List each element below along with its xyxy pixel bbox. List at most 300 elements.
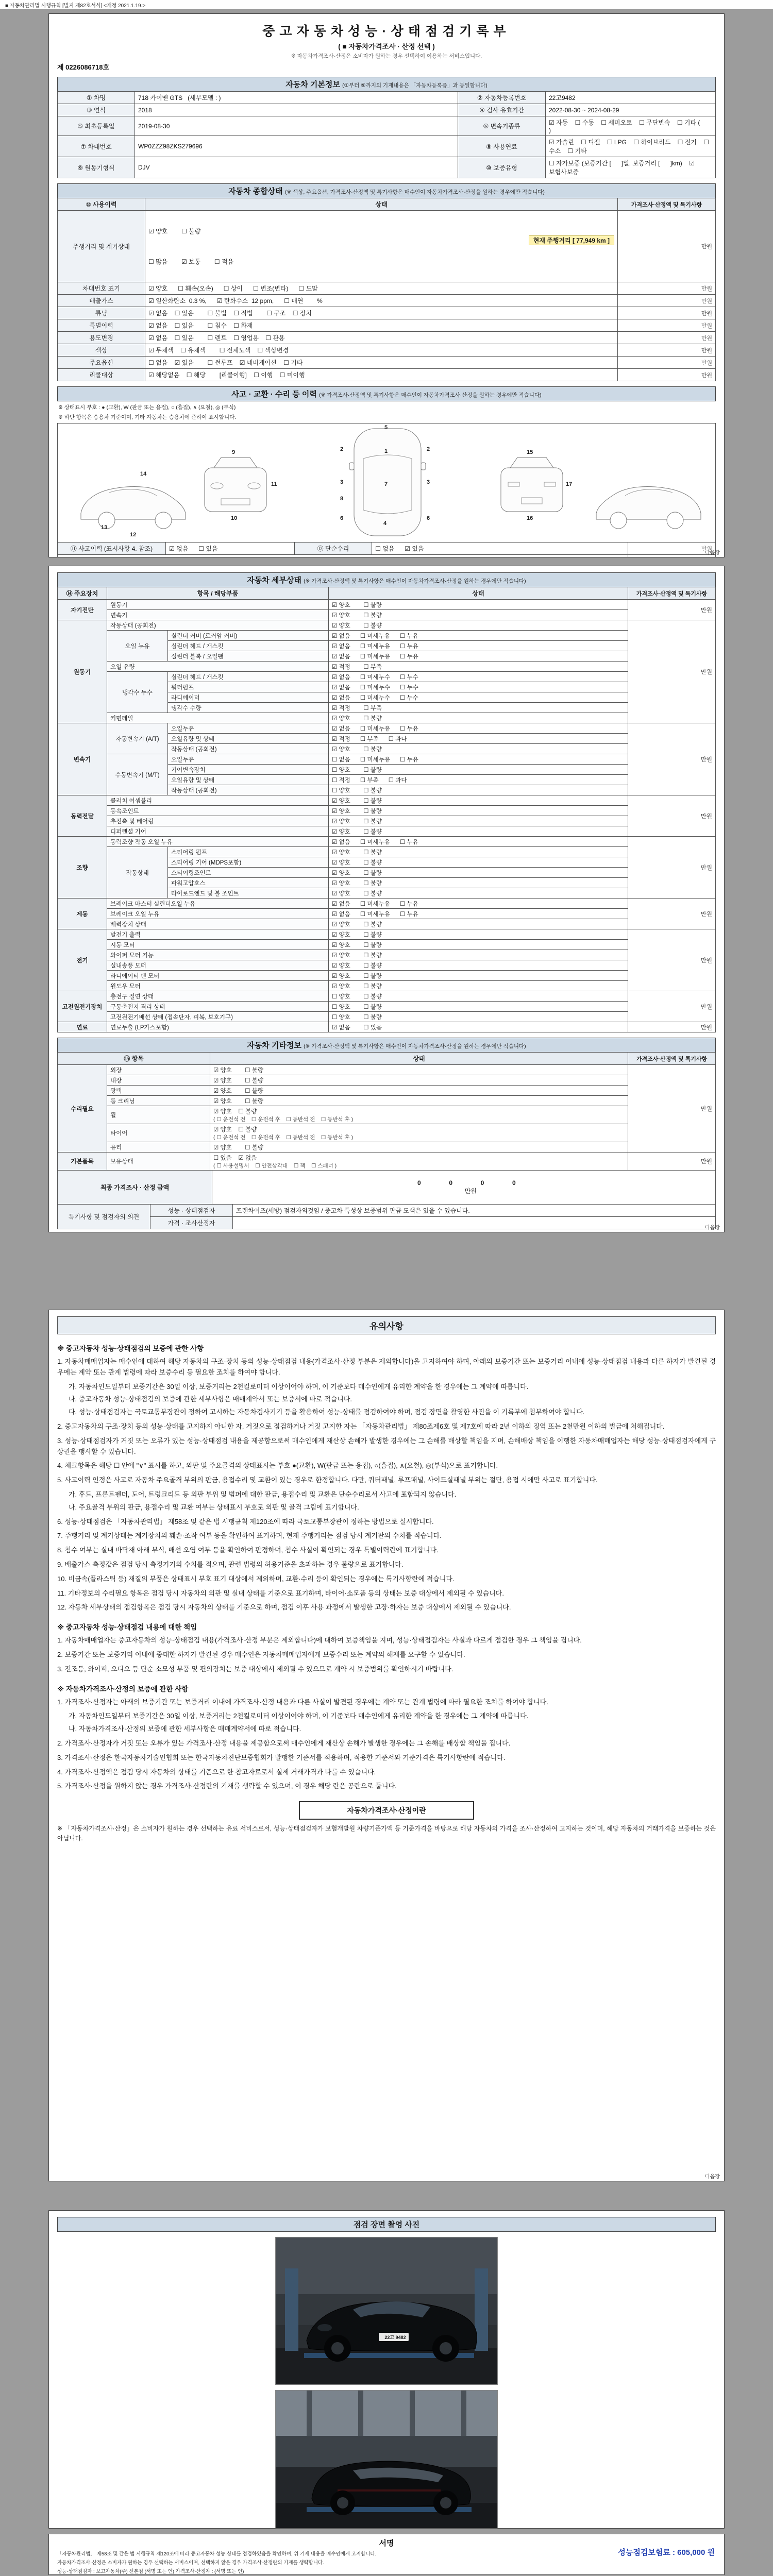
part-number: 4 [383,520,387,527]
status-cell[interactable]: ☐ 양호 ☐ 불량 [329,1012,628,1022]
notices-section-header: ※ 중고자동차 성능·상태점검 내용에 대한 책임 [57,1623,197,1632]
table-row [58,211,716,282]
item-label: 작동상태 (공회전) [168,785,329,795]
item-label: 스티어링 기어 (MDPS포함) [168,857,329,868]
status-cell[interactable]: ☑ 적정 ☐ 부족 [329,662,628,672]
item-label: 외장 [107,1065,210,1075]
device-category: 조향 [58,837,107,899]
section-detail-header [57,572,716,587]
price-cell: 만원 [628,1065,716,1153]
section-overall-note: (※ 색상, 주요옵션, 가격조사·산정액 및 특기사항은 매수인이 자동차가격조사·산정을 원하는 경우에만 적습니다) [284,189,545,195]
sheet-detail [48,566,725,1232]
status-cell[interactable]: ☑ 양호 ☐ 불량 [329,744,628,754]
table-row [58,1002,716,1012]
status-cell[interactable]: ☑ 양호 ☐ 불량 [329,826,628,837]
section-photos-header [57,2217,716,2232]
doc-title: 중고자동차성능·상태점검기록부 [262,24,511,39]
item-label: 실린더 헤드 / 개스킷 [168,672,329,682]
accident-flags-table [57,542,716,555]
table-row [58,919,716,929]
price-cell: 만원 [628,1022,716,1032]
status-cell[interactable]: ☐ 없음 ☑ 있음 ☐ 썬루프 ☑ 네비게이션 ☐ 기타 [145,357,618,369]
part-number: 2 [340,446,344,452]
status-cell[interactable]: ☑ 없음 ☐ 있음 [329,1022,628,1032]
notice-item: 12. 자동차 세부상태의 점검항목은 점검 당시 자동차의 상태를 기준으로 하며, 점검 이후 사용 과정에서 발생한 고장·하자는 보증 대상에서 제외될 수 있습니다. [57,1603,511,1612]
opinion-label: 특기사항 및 점검자의 의견 [58,1205,150,1229]
price-survey-info-button[interactable]: 자동차가격조사·산정이란 [299,1801,474,1820]
table-row [58,837,716,847]
device-category: 전기 [58,929,107,991]
legend-symbols: ※ 상태표시 부호 : ● (교환), W (판금 또는 용접), ○ (흠집), ∧ (요철), ◎ (부식) [58,404,236,411]
table-row [58,620,716,631]
field-label: ⑥ 변속기종류 [458,116,546,136]
price-cell [628,555,716,558]
table-row [58,662,716,672]
section-other-header [57,1038,716,1053]
part-number: 5 [384,425,388,431]
part-number: 12 [130,532,137,538]
inspector-role-label: 성능 · 상태점검자 [150,1205,233,1217]
status-cell[interactable]: ☑ 양호 ☐ 불량 [329,919,628,929]
table-row [58,1124,716,1142]
status-cell[interactable]: ☑ 양호 ☐ 불량 [329,878,628,888]
part-number: 7 [384,481,388,487]
row-label: 주요옵션 [58,357,145,369]
basic-info-table [57,91,716,178]
item-label: 변속기 [107,610,329,620]
notice-item: 1. 자동차매매업자는 중고자동차의 성능·상태점검 내용(가격조사·산정 부분은 제외합니다)에 대하여 보증책임을 지며, 성능·상태점검자는 사실과 다르게 점검한 경우 그 책임을 집니다. [57,1636,582,1645]
item-label: 냉각수 수량 [168,703,329,713]
table-row [58,909,716,919]
part-number: 2 [427,446,430,452]
status-cell[interactable]: ☑ 양호 ☐ 불량 [329,857,628,868]
notice-item: 3. 성능·상태점검자가 거짓 또는 오류가 있는 성능·상태점검 내용을 제공함으로써 매수인에게 재산상 손해가 발생한 경우에는 그 손해를 배상할 책임을 지며, 손해배상 책임을 이행한 자동차매매업자는 해당 성능·상태점검자에게 구상권을 행사할 수 있습니다. [57,1436,716,1455]
row-label: 특별이력 [58,319,145,332]
item-label: 타이어 [107,1124,210,1142]
item-label: 커먼레일 [107,713,329,723]
doc-title-note: ※ 자동차가격조사·산정은 소비자가 원하는 경우 선택하여 이용하는 서비스입니다. [291,53,482,59]
item-label: 보유상태 [107,1153,210,1171]
table-row [58,991,716,1002]
price-cell: 만원 [628,795,716,837]
price-cell: 만원 [618,211,716,282]
final-price-digits: 0 0 0 0 [417,1179,524,1187]
form-reference: ■ 자동차관리법 시행규칙 [별지 제82호서식] <개정 2021.1.19.> [5,3,146,9]
transmission-checkboxes[interactable]: ☑ 자동 ☐ 수동 ☐ 세미오토 ☐ 무단변속 ☐ 기타 ( ) [546,116,716,136]
table-row [58,1075,716,1086]
status-cell[interactable]: ☑ 없음 ☐ 있음 ☐ 침수 ☐ 화재 [145,319,618,332]
price-cell: 만원 [618,307,716,319]
signature-legal-line: 「자동차관리법」 제58조 및 같은 법 시행규칙 제120조에 따라 중고자동차 성능·상태를 점검하였음을 확인하며, 위 기재 내용을 매수인에게 고지합니다. [57,2551,377,2557]
status-cell[interactable]: ☑ 양호 ☐ 불량 [329,600,628,610]
price-cell: 만원 [618,319,716,332]
item-subcategory: 냉각수 누수 [107,672,168,713]
row-label: 차대번호 표기 [58,282,145,295]
notice-item: 10. 비금속(플라스틱 등) 재질의 부품은 상태표시 부호 표기 대상에서 제외하며, 교환·수리 등이 확인되는 경우에는 특기사항란에 적습니다. [57,1574,455,1583]
item-label: 오일유량 및 상태 [168,734,329,744]
table-row [58,754,716,765]
part-number: 6 [340,515,344,521]
section-accident-note: (※ 가격조사·산정액 및 특기사항은 매수인이 자동차가격조사·산정을 원하는 경우에만 적습니다) [319,392,542,398]
table-row [58,295,716,307]
final-price-label: 최종 가격조사 · 산정 금액 [58,1171,212,1205]
other-info-table [57,1052,716,1171]
status-cell[interactable]: ☑ 없음 ☐ 미세누유 ☐ 누유 [329,631,628,641]
table-row [58,282,716,295]
table-row [58,116,716,136]
signature-title: 서명 [379,2539,394,2548]
col-header: 상태 [329,587,628,600]
item-label: 스티어링조인트 [168,868,329,878]
table-row [58,104,716,116]
price-survey-info-text: ※ 「자동차가격조사·산정」은 소비자가 원하는 경우 선택하는 유료 서비스로서, 성능·상태점검자가 보험개발원 차량기준가액 등 기준가격을 바탕으로 해당 자동차의 가격을 조사·산정하여 고지하는 것이며, 해당 자동차의 거래가격을 보증하는 것은 아닙니다. [57,1825,716,1842]
col-header: ⑩ 사용이력 [58,198,145,211]
part-number: 3 [340,479,344,485]
status-cell[interactable]: ☑ 양호 ☐ 훼손(오손) ☐ 상이 ☐ 변조(변타) ☐ 도말 [145,282,618,295]
accident-parts-table [57,554,716,557]
status-cell[interactable]: ☑ 양호 ☐ 불량 [210,1142,628,1153]
status-cell[interactable]: ☐ 양호 ☐ 불량 [329,991,628,1002]
status-cell[interactable]: ☑ 양호 ☐ 불량 [329,929,628,940]
table-row [58,981,716,991]
final-price-value-cell [212,1171,716,1205]
status-cell[interactable]: ☑ 양호 ☐ 불량 [329,610,628,620]
legend-note: ※ 하단 항목은 승용차 기준이며, 기타 자동차는 승용차에 준하여 표시합니다. [58,414,237,420]
col-header: 가격조사·산정액 및 특기사항 [618,198,716,211]
table-row [58,600,716,610]
table-row [58,1106,716,1124]
notice-item: 4. 체크항목은 해당 ☐ 안에 "∨" 표시를 하고, 외판 및 주요골격의 상태표시는 부호 ●(교환), W(판금 또는 용접), ○(흠집), ∧(요철), ◎(부식)으로 표기합니다. [57,1462,498,1470]
final-price-table [57,1170,716,1205]
notice-item: 9. 배출가스 측정값은 점검 당시 측정기기의 수치를 적으며, 관련 법령의 허용기준을 초과하는 경우 불량으로 표기합니다. [57,1560,404,1568]
status-cell[interactable]: ☑ 일산화탄소 0.3 %, ☑ 탄화수소 12 ppm, ☐ 매연 % [145,295,618,307]
price-cell: 만원 [628,899,716,929]
status-cell[interactable]: ☑ 없음 ☐ 미세누유 ☐ 누유 [329,641,628,651]
part-number: 3 [427,479,430,485]
item-label: 작동상태 (공회전) [107,620,329,631]
col-header: 가격조사·산정액 및 특기사항 [628,1053,716,1065]
status-cell[interactable]: ☑ 없음 ☐ 미세누유 ☐ 누유 [329,899,628,909]
doc-number: 제 0226086718호 [57,63,110,71]
status-cell[interactable]: ☑ 없음 ☐ 미세누수 ☐ 누수 [329,672,628,682]
item-label: 배력장치 상태 [107,919,329,929]
notice-item: 3. 가격조사·산정은 한국자동차기술인협회 또는 한국자동차진단보증협회가 발행한 기준서를 적용하며, 적용한 기준서와 기준가격은 특기사항란에 적습니다. [57,1753,506,1761]
status-cell[interactable]: ☑ 양호 ☐ 불량 ( ☐ 운전석 전 ☐ 운전석 후 ☐ 동반석 전 ☐ 동반석 후 ) [210,1106,628,1124]
table-header-row [58,198,716,211]
form-reference-strip [0,0,773,9]
table-row [58,971,716,981]
plate-number-value: 22고9482 [546,92,716,104]
status-cell[interactable]: ☑ 양호 ☐ 불량 [329,713,628,723]
device-category: 연료 [58,1022,107,1032]
car-diagram [57,423,716,543]
status-cell[interactable]: ☑ 없음 ☐ 미세누유 ☐ 누유 [329,723,628,734]
item-label: 추진축 및 베어링 [107,816,329,826]
appraiser-role-label: 가격 · 조사산정자 [150,1217,233,1229]
table-row [58,1065,716,1075]
notice-subitem: 나. 자동차가격조사·산정의 보증에 관한 세부사항은 매매계약서에 따로 적습니다. [69,1725,301,1733]
notices-section-header: ※ 중고자동차 성능·상태점검의 보증에 관한 사항 [57,1345,204,1352]
table-row [58,543,716,555]
item-label: 브레이크 오일 누유 [107,909,329,919]
row-label: 리콜대상 [58,369,145,381]
table-row [58,555,716,558]
row-label: 주행거리 및 계기상태 [58,211,145,282]
signature-service-line: 자동차가격조사·산정은 소비자가 원하는 경우 선택하는 서비스이며, 선택하지 않은 경우 가격조사·산정란의 기재를 생략합니다. [57,2560,324,2566]
status-cell[interactable]: ☑ 없음 ☐ 있음 ☐ 렌트 ☐ 영업용 ☐ 관용 [145,332,618,344]
field-label: ③ 연식 [58,104,135,116]
table-row [58,1022,716,1032]
status-cell[interactable]: ☑ 양호 ☐ 불량 [210,1065,628,1075]
notice-item: 5. 가격조사·산정을 원하지 않는 경우 가격조사·산정란의 기재를 생략할 수 있으며, 이 경우 해당 란은 공란으로 둡니다. [57,1782,397,1790]
item-label: 오일누유 [168,754,329,765]
part-number: 1 [384,448,388,454]
status-cell[interactable]: ☑ 없음 ☐ 미세누유 ☐ 누유 [329,651,628,662]
price-cell: 만원 [628,723,716,795]
status-cell[interactable]: ☑ 양호 ☐ 불량 [329,868,628,878]
row-label: 용도변경 [58,332,145,344]
field-label: ⑨ 원동기형식 [58,157,135,178]
item-label: 스티어링 펌프 [168,847,329,857]
status-cell[interactable]: ☑ 양호 ☐ 불량 [329,795,628,806]
price-cell: 만원 [618,282,716,295]
item-label: 실린더 블록 / 오일팬 [168,651,329,662]
item-label: 워터펌프 [168,682,329,692]
status-cell[interactable]: ☑ 양호 ☐ 불량 [329,888,628,899]
section-accident-header [57,386,716,401]
table-row [58,1012,716,1022]
status-cell[interactable]: ☑ 양호 ☐ 불량 [210,1075,628,1086]
table-row [58,1142,716,1153]
notices-title: 유의사항 [57,1316,716,1334]
table-row [58,332,716,344]
status-cell[interactable]: ☑ 양호 ☐ 불량 [329,816,628,826]
item-label: 클러치 어셈블리 [107,795,329,806]
price-cell: 만원 [618,344,716,357]
notice-item: 8. 침수 여부는 실내 바닥재 아래 부식, 배선 오염 여부 등을 확인하여 판정하며, 침수 사실이 확인되는 경우 특별이력란에 표기합니다. [57,1546,439,1554]
status-cell[interactable]: ☐ 없음 ☐ 미세누유 ☐ 누유 [329,754,628,765]
part-number: 14 [140,471,147,477]
license-plate-text: 22고 9482 [384,2335,406,2340]
notices-section-header: ※ 자동차가격조사·산정의 보증에 관한 사항 [57,1685,189,1693]
field-label: ⑦ 차대번호 [58,136,135,157]
device-category: 고전원전기장치 [58,991,107,1022]
notice-item: 1. 가격조사·산정자는 아래의 보증기간 또는 보증거리 이내에 가격조사·산정 내용과 다른 사실이 발견된 경우에는 계약 또는 관계 법령에 따라 필요한 조치를 하여야 합니다. [57,1698,548,1706]
table-row [58,713,716,723]
status-cell[interactable]: ☑ 양호 ☐ 불량 [329,960,628,971]
item-label: 오일 유량 [107,662,329,672]
warranty-checkboxes[interactable]: ☐ 자가보증 (보증기간 [ ]일, 보증거리 [ ]km) ☑ 보험사보증 [546,157,716,178]
item-label: 내장 [107,1075,210,1086]
item-label: 오일누유 [168,723,329,734]
table-row [58,960,716,971]
price-cell: 만원 [628,837,716,899]
item-label: 오일유량 및 상태 [168,775,329,785]
part-number: 15 [527,449,533,455]
item-label: 와이퍼 모터 기능 [107,950,329,960]
fuel-checkboxes[interactable]: ☑ 가솔린 ☐ 디젤 ☐ LPG ☐ 하이브리드 ☐ 전기 ☐ 수소 ☐ 기타 [546,136,716,157]
item-label: 디퍼렌셜 기어 [107,826,329,837]
table-row [58,92,716,104]
inspection-insurance-fee: 성능점검보험료 : 605,000 원 [618,2548,715,2557]
accident-history-checkboxes[interactable]: ☑ 없음 ☐ 있음 [166,543,295,555]
notice-subitem: 다. 성능·상태점검자는 국토교통부장관이 정하여 고시하는 자동차검사기기 등을 활용하여 성능·상태를 점검하여야 하며, 점검 장면을 촬영한 사진을 이 기록부에 첨부하여야 합니다. [69,1408,585,1416]
table-row [58,940,716,950]
status-cell[interactable]: ☐ 양호 ☐ 불량 [329,1002,628,1012]
status-cell[interactable]: ☑ 없음 ☐ 있음 ☐ 불법 ☐ 적법 ☐ 구조 ☐ 장치 [145,307,618,319]
item-label: 라디에이터 팬 모터 [107,971,329,981]
table-row [58,1086,716,1096]
status-cell[interactable]: ☐ 양호 ☐ 불량 [329,765,628,775]
device-category: 제동 [58,899,107,929]
status-cell[interactable]: ☑ 양호 ☐ 불량 [329,806,628,816]
table-row [58,1153,716,1171]
notice-item: 1. 자동차매매업자는 매수인에 대하여 해당 자동차의 구조·장치 등의 성능·상태점검 내용(가격조사·산정 부분은 제외합니다)을 고지하여야 하며, 아래의 보증기간 또는 보증거리 이내에 성능·상태점검 내용과 다른 하자가 발견된 경우에는 계약 또는 관계 법령에 따라 보증수리 등 필요한 조치를 하여야 합니다. [57,1358,716,1376]
inspection-photo-front [275,2237,498,2385]
notice-item: 6. 성능·상태점검은 「자동차관리법」 제58조 및 같은 법 시행규칙 제120조에 따라 국토교통부장관이 정하는 방법으로 실시합니다. [57,1517,434,1526]
item-subcategory: 오일 누유 [107,631,168,662]
item-subcategory: 작동상태 [107,847,168,899]
mileage-level-checkboxes[interactable]: ☐ 많음 ☑ 보통 ☐ 적음 [148,258,234,265]
status-cell[interactable]: ☑ 없음 ☐ 미세누수 ☐ 누수 [329,692,628,703]
section-detail-title: 자동차 세부상태 [247,576,301,585]
col-header: 항목 / 해당부품 [107,587,329,600]
sheet-basic [48,13,725,557]
status-cell[interactable]: ☐ 있음 ☑ 없음 ( ☐ 사용설명서 ☐ 안전삼각대 ☐ 잭 ☐ 스패너 ) [210,1153,628,1171]
table-row [58,631,716,641]
engine-type-value: DJV [135,157,458,178]
final-price-unit: 만원 [464,1188,477,1195]
notice-item: 7. 주행거리 및 계기상태는 계기장치의 훼손·조작 여부 등을 확인하여 표기하며, 현재 주행거리는 점검 당시 계기판의 수치를 적습니다. [57,1532,442,1540]
simple-repair-checkboxes[interactable]: ☐ 없음 ☑ 있음 [372,543,628,555]
item-subcategory: 수동변속기 (M/T) [107,754,168,795]
item-label: 유리 [107,1142,210,1153]
notice-subitem: 나. 중고자동차 성능·상태점검의 보증에 관한 세부사항은 매매계약서 또는 보증서에 따로 적습니다. [69,1395,352,1403]
price-cell: 만원 [628,991,716,1022]
current-mileage-value: 현재 주행거리 [ 77,949 km ] [529,235,614,245]
table-row [58,929,716,940]
section-detail-note: (※ 가격조사·산정액 및 특기사항은 매수인이 자동차가격조사·산정을 원하는 경우에만 적습니다) [304,578,526,584]
accident-history-label: ⑪ 사고이력 (표시사항 4. 참조) [58,543,166,555]
notice-item: 3. 전조등, 와이퍼, 오디오 등 단순 소모성 부품 및 편의장치는 보증 대상에서 제외될 수 있으므로 계약 시 보증범위를 확인하시기 바랍니다. [57,1665,453,1673]
status-cell[interactable]: ☑ 양호 ☐ 불량 [329,940,628,950]
item-label: 등속조인트 [107,806,329,816]
price-cell: 만원 [618,332,716,344]
price-cell: 만원 [628,543,716,555]
notice-subitem: 가. 자동차인도일부터 보증기간은 30일 이상, 보증거리는 2천킬로미터 이상이어야 하며, 이 기준보다 매수인에게 유리한 계약을 한 경우에는 그 계약에 따릅니다. [69,1382,529,1391]
table-row [58,369,716,381]
price-cell: 만원 [628,1153,716,1171]
sheet-signature [48,2534,725,2575]
status-cell[interactable]: ☑ 양호 ☐ 불량 ( ☐ 운전석 전 ☐ 운전석 후 ☐ 동반석 전 ☐ 동반석 후 ) [210,1124,628,1142]
item-label: 연료누출 (LP가스포함) [107,1022,329,1032]
item-label: 기어변속장치 [168,765,329,775]
sheet-photos [48,2210,725,2529]
inspector-opinion-table [57,1204,716,1229]
table-row [58,806,716,816]
part-number: 11 [271,481,277,487]
status-cell[interactable]: ☐ 적정 ☐ 부족 ☐ 과다 [329,775,628,785]
status-cell[interactable]: ☑ 양호 ☐ 불량 [329,950,628,960]
table-row [58,899,716,909]
status-cell[interactable]: ☑ 적정 ☐ 부족 [329,703,628,713]
device-category: 원동기 [58,620,107,723]
next-page-label: 다음장 [705,1225,720,1231]
col-header: ⑮ 항목 [58,1053,210,1065]
field-label: ② 자동차등록번호 [458,92,546,104]
status-cell[interactable]: ☑ 양호 ☐ 불량 [329,981,628,991]
status-cell[interactable]: ☑ 해당없음 ☐ 해당 [리콜이행] ☐ 이행 ☐ 미이행 [145,369,618,381]
col-header: ⑭ 주요장치 [58,587,107,600]
item-label: 광택 [107,1086,210,1096]
sheet-notices [48,1310,725,2181]
device-category: 동력전달 [58,795,107,837]
table-row [58,847,716,857]
status-cell[interactable]: ☑ 적정 ☐ 부족 ☐ 과다 [329,734,628,744]
col-header: 상태 [145,198,618,211]
item-label: 휠 [107,1106,210,1124]
status-cell[interactable]: ☑ 양호 ☐ 불량 [210,1086,628,1096]
status-cell[interactable]: ☑ 양호 ☐ 불량 [329,971,628,981]
status-cell[interactable]: ☑ 없음 ☐ 미세누유 ☐ 누유 [329,909,628,919]
status-cell[interactable]: ☑ 없음 ☐ 미세누유 ☐ 누유 [329,837,628,847]
notice-item: 11. 기타정보의 수리필요 항목은 점검 당시 자동차의 외관 및 실내 상태를 기준으로 표기하며, 타이어·소모품 등의 상태는 보증 대상에서 제외될 수 있습니다. [57,1589,504,1597]
field-label: ⑤ 최초등록일 [58,116,135,136]
vehicle-name-value: 718 카이맨 GTS (세부모델 : ) [135,92,458,104]
next-page-label: 다음장 [705,550,720,556]
mileage-status-cell[interactable] [145,211,618,282]
section-basic-header [57,77,716,92]
part-number: 13 [101,524,108,531]
doc-title-option: ( ■ 자동차가격조사 · 산정 선택 ) [338,43,435,50]
table-row [58,1171,716,1205]
status-cell[interactable]: ☑ 무채색 ☐ 유채색 ☐ 전체도색 ☐ 색상변경 [145,344,618,357]
status-cell[interactable]: ☐ 양호 ☐ 불량 [329,785,628,795]
section-basic-note: (①부터 ⑨까지의 기재내용은 「자동차등록증」과 동일합니다) [342,82,488,89]
item-label: 작동상태 (공회전) [168,744,329,754]
vin-value: WP0ZZZ98ZKS279696 [135,136,458,157]
section-other-note: (※ 가격조사·산정액 및 특기사항은 매수인이 자동차가격조사·산정을 원하는 경우에만 적습니다) [304,1043,526,1049]
item-label: 구동축전지 격리 상태 [107,1002,329,1012]
status-cell[interactable]: ☑ 양호 ☐ 불량 [329,847,628,857]
part-number: 6 [427,515,430,521]
table-row [58,357,716,369]
notice-subitem: 가. 후드, 프론트펜더, 도어, 트렁크리드 등 외판 부위 및 범퍼에 대한 판금, 용접수리 및 교환은 단순수리로서 사고에 포함되지 않습니다. [69,1490,457,1498]
status-cell[interactable]: ☑ 양호 ☐ 불량 [329,620,628,631]
photo-front-image [276,2238,497,2384]
row-label: 색상 [58,344,145,357]
section-overall-title: 자동차 종합상태 [228,187,283,196]
notice-item: 2. 중고자동차의 구조·장치 등의 성능·상태를 고지하지 아니한 자, 거짓으로 점검하거나 거짓 고지한 자는 「자동차관리법」 제80조제6호 및 제7호에 따라 2년 이하의 징역 또는 2천만원 이하의 벌금에 처해집니다. [57,1422,665,1430]
item-label: 실내송풍 모터 [107,960,329,971]
table-row [58,1096,716,1106]
mileage-checkboxes[interactable]: ☑ 양호 ☐ 불량 [148,228,201,235]
table-row [58,1217,716,1229]
item-label: 브레이크 마스터 실린더오일 누유 [107,899,329,909]
section-overall-header [57,183,716,198]
notice-item: 2. 보증기간 또는 보증거리 이내에 중대한 하자가 발견된 경우 매수인은 자동차매매업자에게 보증수리 또는 계약의 해제를 요구할 수 있습니다. [57,1650,465,1658]
table-row [58,610,716,620]
device-category: 변속기 [58,723,107,795]
part-number: 8 [340,496,344,502]
item-label: 타이로드엔드 및 볼 조인트 [168,888,329,899]
status-cell[interactable]: ☑ 없음 ☐ 미세누수 ☐ 누수 [329,682,628,692]
detail-condition-table [57,587,716,1032]
status-cell[interactable]: ☑ 양호 ☐ 불량 [210,1096,628,1106]
table-row [58,344,716,357]
notice-subitem: 나. 주요골격 부위의 판금, 용접수리 및 교환 여부는 상태표시 부호로 외판 및 골격 그림에 표기합니다. [69,1503,359,1511]
price-cell: 만원 [628,929,716,991]
